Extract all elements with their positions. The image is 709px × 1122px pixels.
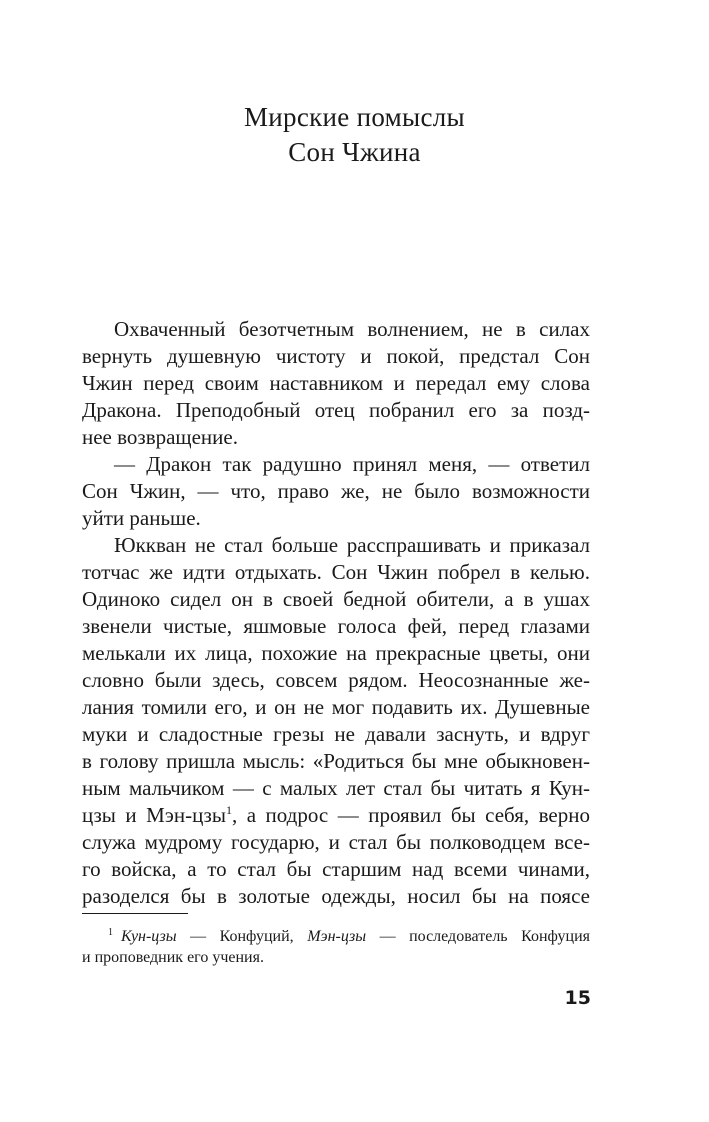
body-line-5: нее возвращение.	[82, 425, 238, 449]
body-line-3: Чжин перед своим наставником и передал ему слова	[82, 371, 590, 395]
body-line-10: тотчас же идти отдыхать. Сон Чжин побрел в келью.	[82, 560, 590, 584]
body-line-13: мелькали их лица, похожие на прекрасные цветы, они	[82, 641, 590, 665]
body-line-22: разоделся бы в золотые одежды, носил бы на поясе	[82, 884, 590, 908]
body-line-16: муки и сладостные грезы не давали заснуть, и вдруг	[82, 722, 590, 746]
footnote-ref[interactable]: 1	[225, 803, 232, 817]
body-line-7: Сон Чжин, — что, право же, не было возможности	[82, 479, 590, 503]
footnote-line-2: и проповедник его учения.	[82, 949, 264, 966]
body-line-17: в голову пришла мысль: «Родиться бы мне обыкновен-	[82, 749, 590, 773]
footnote-text-1: — Конфуций,	[176, 928, 308, 945]
body-line-6: — Дракон так радушно принял меня, — ответил	[114, 452, 590, 476]
footnote-line-1	[108, 926, 590, 947]
footnote-text-2: — последователь Конфуция	[366, 928, 591, 945]
body-line-18: ным мальчиком — с малых лет стал бы читать я Кун-	[82, 776, 590, 800]
body-line-2: вернуть душевную чистоту и покой, предстал Сон	[82, 344, 590, 368]
body-line-19-end: , а подрос — проявил бы себя, верно	[231, 803, 590, 827]
body-line-15: лания томили его, и он не мог подавить их. Душевные	[82, 695, 590, 719]
body-line-4: Дракона. Преподобный отец побранил его за позд-	[82, 398, 590, 422]
chapter-title-line-1: Мирские помыслы	[243, 102, 465, 132]
chapter-title-line-2: Сон Чжина	[288, 137, 421, 167]
footnote-separator	[82, 913, 188, 914]
body-line-8: уйти раньше.	[82, 506, 201, 530]
body-line-20: служа мудрому государю, и стал бы полководцем все-	[82, 830, 590, 854]
body-line-21: го войска, а то стал бы старшим над всеми чинами,	[82, 857, 590, 881]
footnote-term-mengzi: Мэн-цзы	[307, 928, 367, 945]
page-number: 15	[564, 987, 591, 1009]
body-line-19-start: цзы и Мэн-цзы	[82, 803, 226, 827]
body-line-11: Одиноко сидел он в своей бедной обители, а в ушах	[82, 587, 590, 611]
body-line-12: звенели чистые, яшмовые голоса фей, перед глазами	[82, 614, 590, 638]
footnote-term-kongzi: Кун-цзы	[121, 928, 177, 945]
chapter-title	[0, 100, 709, 170]
body-line-1: Охваченный безотчетным волнением, не в силах	[114, 317, 590, 341]
body-line-9: Юккван не стал больше расспрашивать и приказал	[114, 533, 590, 557]
body-line-14: словно были здесь, совсем рядом. Неосознанные же-	[82, 668, 590, 692]
body-line-19	[82, 802, 590, 828]
footnote-marker: 1	[108, 927, 113, 938]
